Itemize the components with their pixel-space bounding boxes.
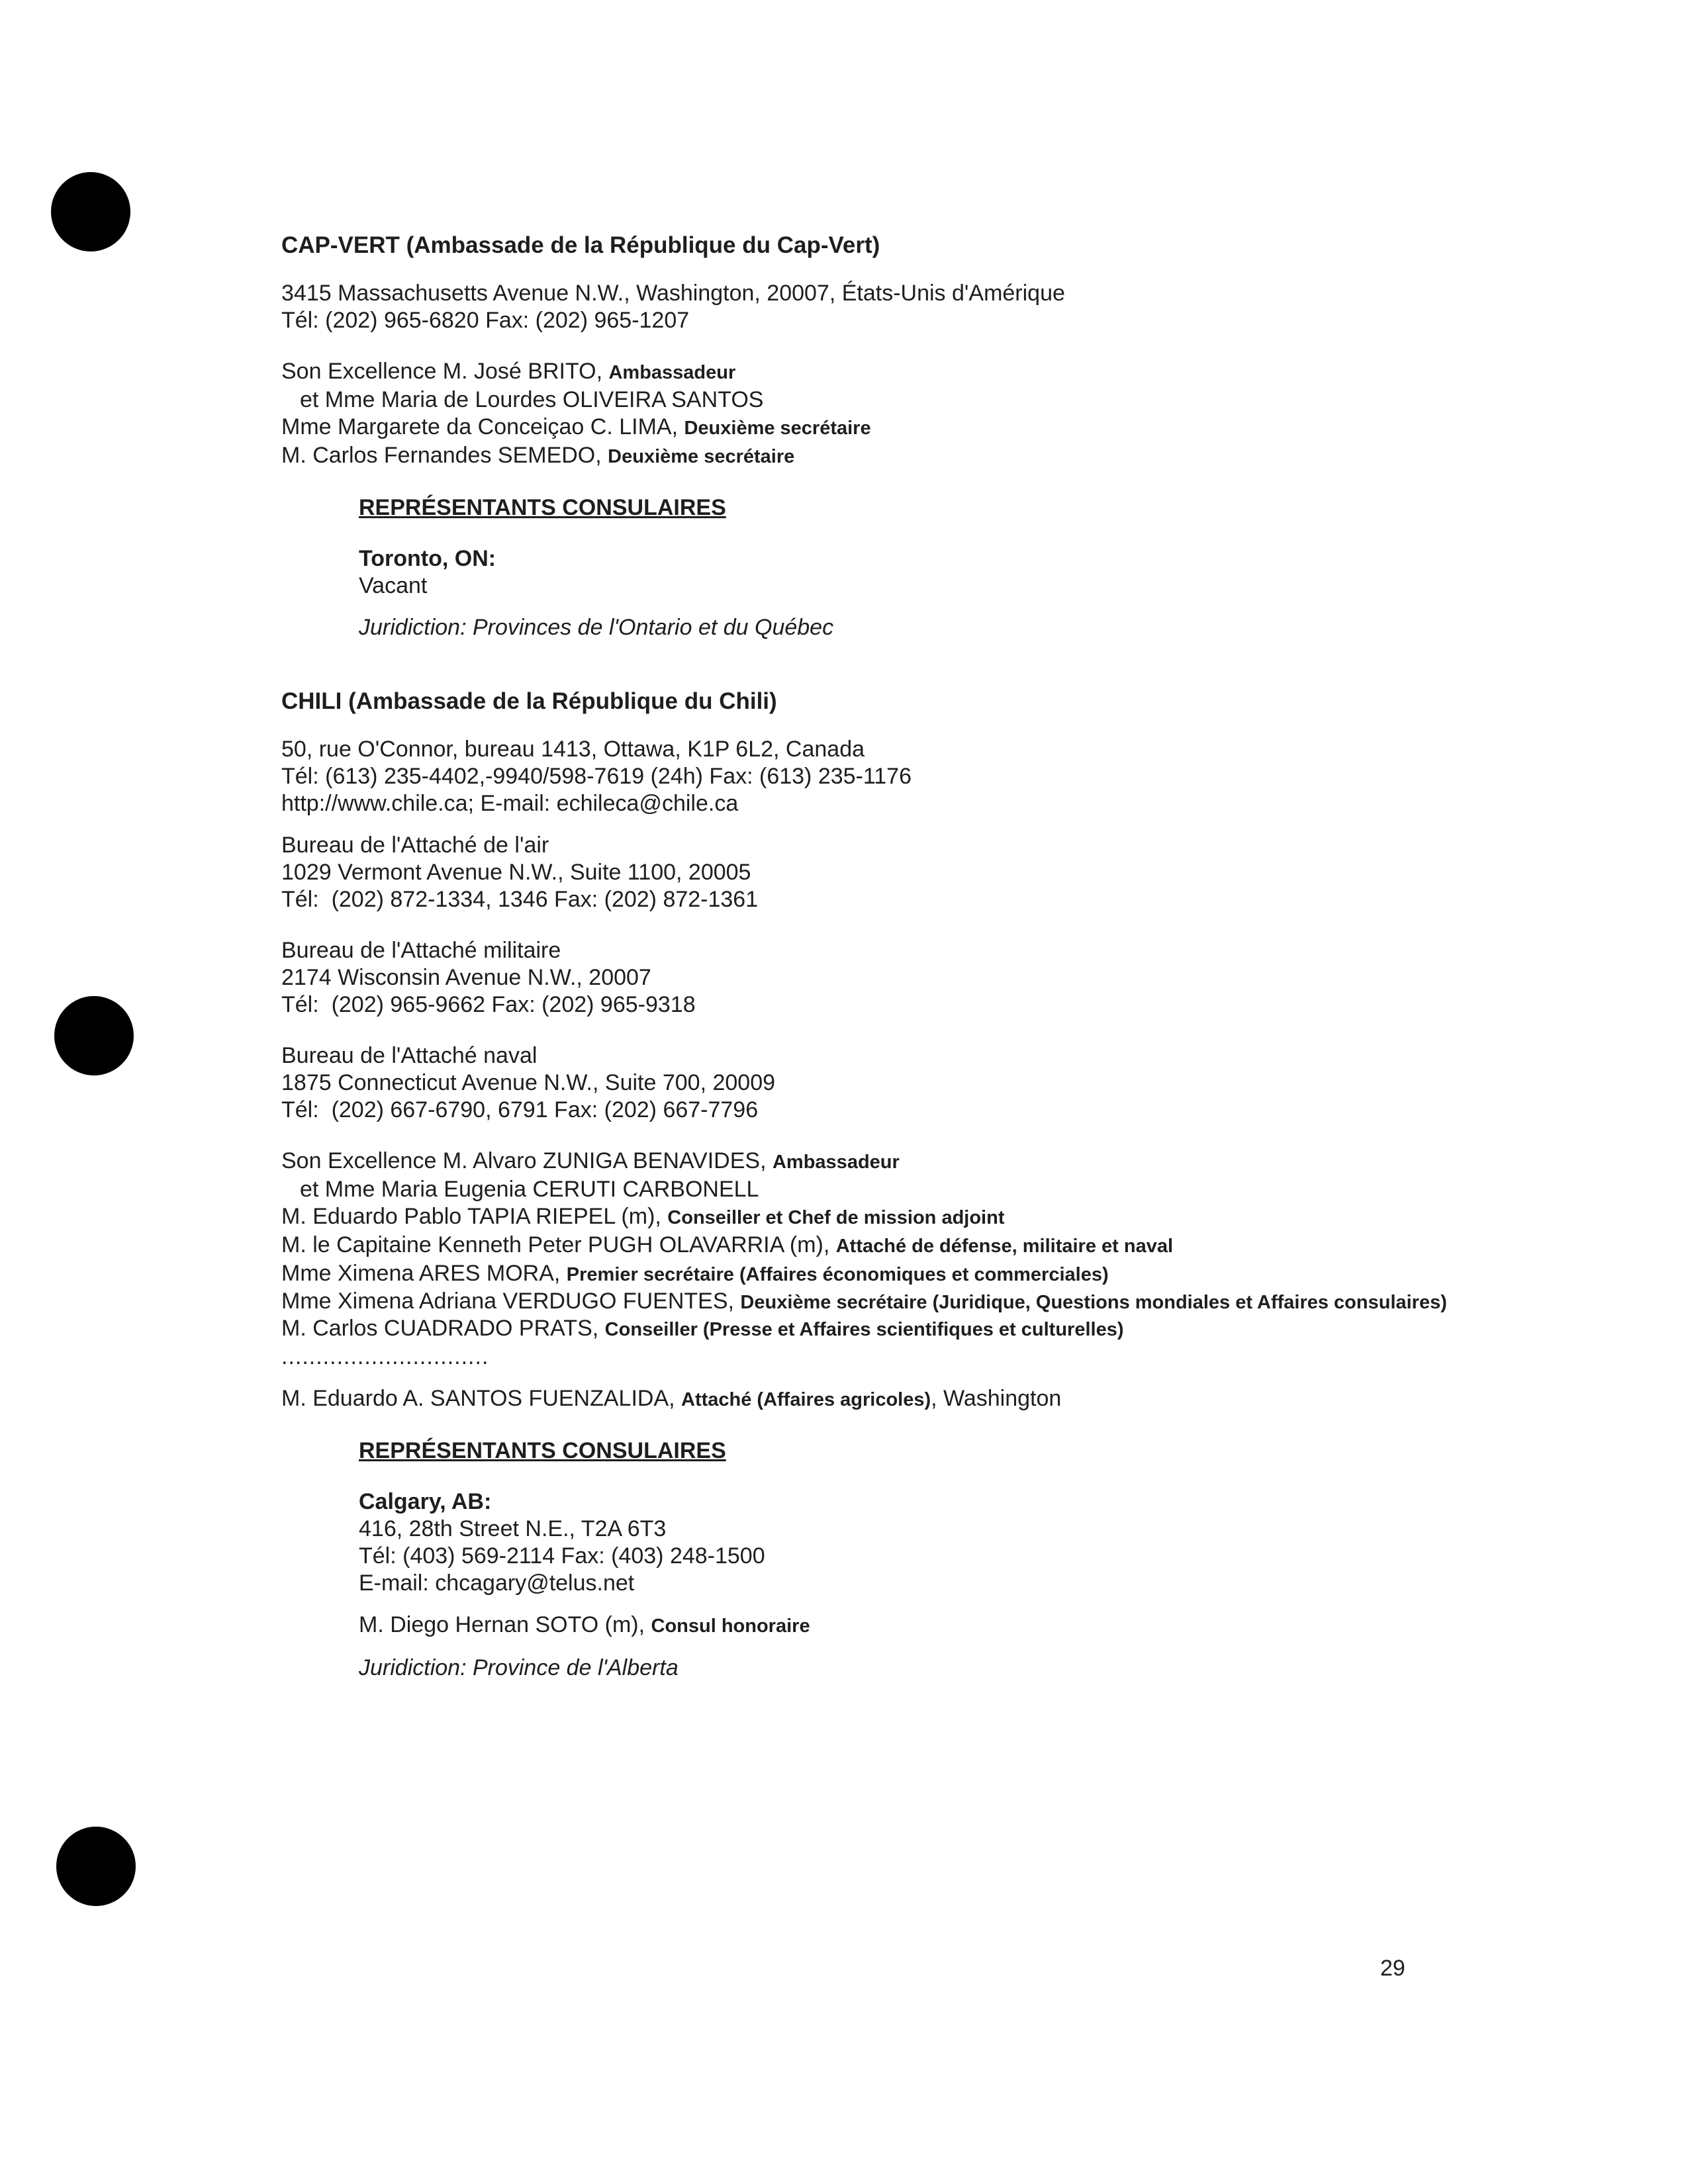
staff-entry: M. Carlos Fernandes SEMEDO, Deuxième secrétaire bbox=[281, 443, 795, 468]
jurisdiction: Juridiction: Provinces de l'Ontario et du Québec bbox=[359, 615, 834, 640]
consular-address: 416, 28th Street N.E., T2A 6T3 bbox=[359, 1516, 667, 1541]
punch-hole-top bbox=[51, 172, 130, 251]
naval-attache-title: Bureau de l'Attaché naval bbox=[281, 1043, 538, 1068]
phone-fax: Tél: (613) 235-4402,-9940/598-7619 (24h) Fax: (613) 235-1176 bbox=[281, 764, 912, 789]
address: 3415 Massachusetts Avenue N.W., Washington, 20007, États-Unis d'Amérique bbox=[281, 281, 1065, 306]
staff-entry: M. Carlos CUADRADO PRATS, Conseiller (Presse et Affaires scientifiques et culturelles) bbox=[281, 1316, 1124, 1341]
consular-city: Calgary, AB: bbox=[359, 1489, 492, 1514]
consular-email: E-mail: chcagary@telus.net bbox=[359, 1570, 635, 1596]
consular-block bbox=[359, 494, 1486, 641]
air-attache-title: Bureau de l'Attaché de l'air bbox=[281, 833, 549, 858]
military-attache-phone: Tél: (202) 965-9662 Fax: (202) 965-9318 bbox=[281, 992, 696, 1017]
punch-hole-middle bbox=[54, 996, 134, 1075]
naval-attache-address: 1875 Connecticut Avenue N.W., Suite 700, 20009 bbox=[281, 1070, 776, 1095]
section-cap-vert bbox=[281, 232, 1486, 641]
military-attache-address: 2174 Wisconsin Avenue N.W., 20007 bbox=[281, 965, 651, 990]
consular-heading: REPRÉSENTANTS CONSULAIRES bbox=[359, 1438, 726, 1463]
staff-entry: Mme Margarete da Conceiçao C. LIMA, Deuxième secrétaire bbox=[281, 414, 871, 439]
staff-entry: et Mme Maria Eugenia CERUTI CARBONELL bbox=[300, 1177, 759, 1202]
consular-status: Vacant bbox=[359, 573, 428, 598]
address: 50, rue O'Connor, bureau 1413, Ottawa, K1P 6L2, Canada bbox=[281, 737, 865, 762]
phone-fax: Tél: (202) 965-6820 Fax: (202) 965-1207 bbox=[281, 308, 690, 333]
staff-entry: Mme Ximena ARES MORA, Premier secrétaire (Affaires économiques et commerciales) bbox=[281, 1261, 1109, 1286]
military-attache-title: Bureau de l'Attaché militaire bbox=[281, 938, 561, 963]
consul-entry: M. Diego Hernan SOTO (m), Consul honoraire bbox=[359, 1612, 810, 1637]
staff-entry: Mme Ximena Adriana VERDUGO FUENTES, Deuxième secrétaire (Juridique, Questions mondiales et Affaires consulaires) bbox=[281, 1289, 1447, 1314]
section-chili bbox=[281, 688, 1486, 1682]
consular-block bbox=[359, 1437, 1486, 1682]
staff-entry: et Mme Maria de Lourdes OLIVEIRA SANTOS bbox=[300, 387, 764, 412]
staff-entry: Son Excellence M. José BRITO, Ambassadeur bbox=[281, 359, 736, 384]
web-email: http://www.chile.ca; E-mail: echileca@chile.ca bbox=[281, 791, 739, 816]
consular-phone: Tél: (403) 569-2114 Fax: (403) 248-1500 bbox=[359, 1543, 765, 1569]
consular-city: Toronto, ON: bbox=[359, 546, 496, 571]
punch-hole-bottom bbox=[56, 1827, 136, 1906]
naval-attache-phone: Tél: (202) 667-6790, 6791 Fax: (202) 667-7796 bbox=[281, 1097, 759, 1122]
dotted-separator: .............................. bbox=[281, 1344, 489, 1369]
air-attache-address: 1029 Vermont Avenue N.W., Suite 1100, 20005 bbox=[281, 860, 751, 885]
page-content bbox=[281, 232, 1486, 1682]
page-number: 29 bbox=[1380, 1956, 1405, 1981]
jurisdiction: Juridiction: Province de l'Alberta bbox=[359, 1655, 679, 1680]
staff-entry: M. Eduardo Pablo TAPIA RIEPEL (m), Conseiller et Chef de mission adjoint bbox=[281, 1204, 1005, 1229]
section-heading: CAP-VERT (Ambassade de la République du Cap-Vert) bbox=[281, 232, 880, 258]
staff-entry: Son Excellence M. Alvaro ZUNIGA BENAVIDES, Ambassadeur bbox=[281, 1148, 900, 1173]
staff-entry-washington: M. Eduardo A. SANTOS FUENZALIDA, Attaché (Affaires agricoles), Washington bbox=[281, 1386, 1062, 1411]
staff-entry: M. le Capitaine Kenneth Peter PUGH OLAVARRIA (m), Attaché de défense, militaire et naval bbox=[281, 1232, 1174, 1257]
section-heading: CHILI (Ambassade de la République du Chili) bbox=[281, 688, 777, 714]
consular-heading: REPRÉSENTANTS CONSULAIRES bbox=[359, 495, 726, 520]
air-attache-phone: Tél: (202) 872-1334, 1346 Fax: (202) 872-1361 bbox=[281, 887, 759, 912]
